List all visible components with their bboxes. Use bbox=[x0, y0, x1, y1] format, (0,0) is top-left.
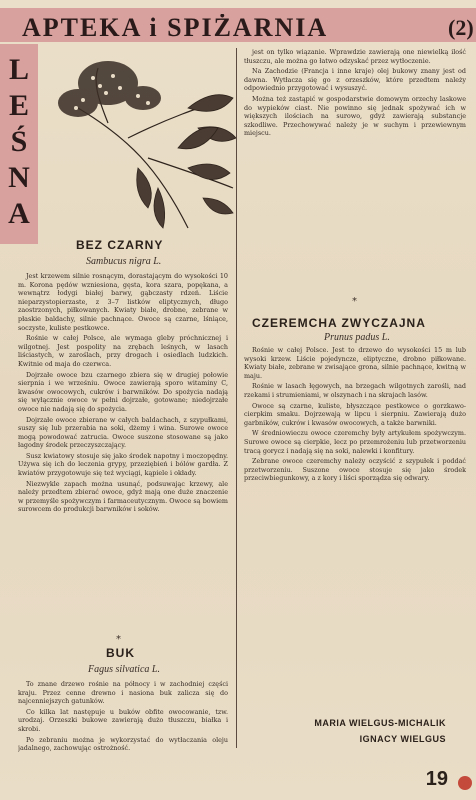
paragraph: Rośnie w lasach łęgowych, na brzegach wilgotnych zarośli, nad rzekami i strumieniami, w olszynach i na skrajach lasów. bbox=[244, 382, 466, 399]
section-latin-bez: Sambucus nigra L. bbox=[86, 256, 162, 267]
issue-number: (2) bbox=[448, 15, 474, 40]
paragraph: Na Zachodzie (Francja i inne kraje) olej bukowy znany jest od dawna. Wytłacza się go z orzeszków, które przedtem należy odpowiednio przygotować i wysuszyć. bbox=[244, 67, 466, 93]
paragraph: Niezwykle zapach można usunąć, podsuwając krzewy, ale należy przedtem zbierać owoce, gdyż mają one duże znaczenie w przemyśle spożywczym i farmaceutycznym. Owoce są bowiem surowcem do produkcji barwników i soków. bbox=[18, 479, 228, 514]
side-label bbox=[4, 52, 34, 232]
paragraph: Susz kwiatowy stosuje się jako środek napotny i moczopędny. Używa się ich do leczenia grypy, przeziębień i bólów gardła. Z kwiatów przygotowuje się też wyciągi, kąpiele i okłady. bbox=[18, 451, 228, 478]
red-stamp-mark bbox=[458, 776, 472, 790]
author-name: MARIA WIELGUS-MICHALIK bbox=[314, 718, 446, 728]
paragraph: Zebrane owoce czeremchy należy oczyścić z szypułek i poddać przetworzeniu. Suszone owoce stosuje się jako środek przeciwbiegunkowy, a z kory i liści sporządza się odwary. bbox=[244, 457, 466, 483]
section-separator: * bbox=[352, 296, 357, 307]
article-bez bbox=[18, 272, 228, 622]
elderberry-illustration bbox=[38, 48, 244, 248]
paragraph: Co kilka lat następuje u buków obfite owocowanie, tzw. urodzaj. Orzeszki bukowe zawierają dużo tłuszczu, białka i skrobi. bbox=[18, 707, 228, 733]
paragraph: jest on tylko wiązanie. Wprawdzie zawierają one niewielką ilość tłuszczu, ale można go łatwo odzyskać przez wytłoczenie. bbox=[244, 48, 466, 65]
paragraph: Rośnie w całej Polsce, ale wymaga gleby próchnicznej i wilgotnej. Jest pospolity na zrębach leśnych, w lasach liściastych, w zaroślach, przy drogach i osiedlach ludzkich. Kwitnie od maja do czerwca. bbox=[18, 334, 228, 368]
side-letter: N bbox=[8, 161, 30, 194]
paragraph: W średniowieczu owoce czeremchy były artykułem spożywczym. Surowe owoce są cierpkie, lecz po przemrożeniu lub przetworzeniu tracą gorycz i nadają się na soki, nalewki i konfitury. bbox=[244, 429, 466, 455]
article-czeremcha bbox=[244, 346, 466, 712]
page-number: 19 bbox=[425, 768, 448, 790]
author-name: IGNACY WIELGUS bbox=[359, 734, 446, 744]
page-title: APTEKA i SPIŻARNIA bbox=[22, 14, 329, 42]
paragraph: Rośnie w całej Polsce. Jest to drzewo do wysokości 15 m lub wysoki krzew. Liście pojedyncze, eliptyczne, drobno piłkowane. Kwiaty białe, zebrane w zwisające grona, silnie pachnące, kwitną w maju. bbox=[244, 346, 466, 380]
section-separator: * bbox=[116, 634, 121, 645]
paragraph: Po zebraniu można je wykorzystać do wytłaczania oleju jadalnego, zachowując ostrożność. bbox=[18, 735, 228, 753]
paragraph: To znane drzewo rośnie na północy i w zachodniej części kraju. Przez cenne drewno i nasiona buk zalicza się do najcenniejszych gatunków. bbox=[18, 680, 228, 706]
paragraph: Jest krzewem silnie rosnącym, dorastającym do wysokości 10 m. Korona pędów wzniesiona, gęsta, kora szara, popękana, a wewnątrz łodygi białej barwy, gąbczasty rdzeń. Liście nieparzystopierzaste, z 3–7 listków eliptycznych, długo zaostrzonych, piłkowanych. Kwiaty białe, drobne, zebrane w płaskie baldachy, silnie pachnące. Owoce są czarne, lśniące, soczyste, kuliste pestkowce. bbox=[18, 272, 228, 332]
article-buk bbox=[18, 680, 228, 786]
side-letter: Ś bbox=[10, 125, 28, 158]
paragraph: Dojrzałe owoce bzu czarnego zbiera się w drugiej połowie sierpnia i we wrześniu. Owoce zawierają sporo witaminy C, kwasów owocowych, cukrów i barwników. Do spożycia nadają się wyłącznie owoce w pełni dojrzałe, gotowane; niedojrzałe owoce nie nadają się do spożycia. bbox=[18, 370, 228, 413]
section-latin-czeremcha: Prunus padus L. bbox=[324, 332, 390, 343]
section-title-buk: BUK bbox=[106, 646, 135, 660]
side-letter: E bbox=[8, 89, 29, 122]
paragraph: Dojrzałe owoce zbierane w całych baldachach, z szypułkami, suszy się lub przerabia na soki, dżemy i wina. Surowe owoce mogą powodować zatrucia. Owoce suszone stosowane są jako łagodny środek przeczyszczający. bbox=[18, 415, 228, 450]
header-band bbox=[0, 8, 476, 42]
column-rule bbox=[236, 48, 237, 748]
section-title-bez: BEZ CZARNY bbox=[76, 238, 164, 252]
article-buk-continued bbox=[244, 48, 466, 292]
paragraph: Owoce są czarne, kuliste, błyszczące pestkowce o gorzkawo-cierpkim smaku. Dojrzewają w lipcu i sierpniu. Zawierają dużo garbników, cukrów i kwasów owocowych, a także barwniki. bbox=[244, 401, 466, 427]
side-letter: L bbox=[8, 53, 29, 86]
side-letter: A bbox=[8, 197, 30, 230]
paragraph: Można też zastąpić w gospodarstwie domowym orzechy laskowe do wypieków ciast. Nie powinno się jednak spożywać ich w większych ilościach na surowo, gdyż zawierają substancje szkodliwe. Przechowywać należy je w suchym i przewiewnym miejscu. bbox=[244, 94, 466, 138]
section-latin-buk: Fagus silvatica L. bbox=[88, 664, 160, 675]
section-title-czeremcha: CZEREMCHA ZWYCZAJNA bbox=[252, 316, 426, 330]
